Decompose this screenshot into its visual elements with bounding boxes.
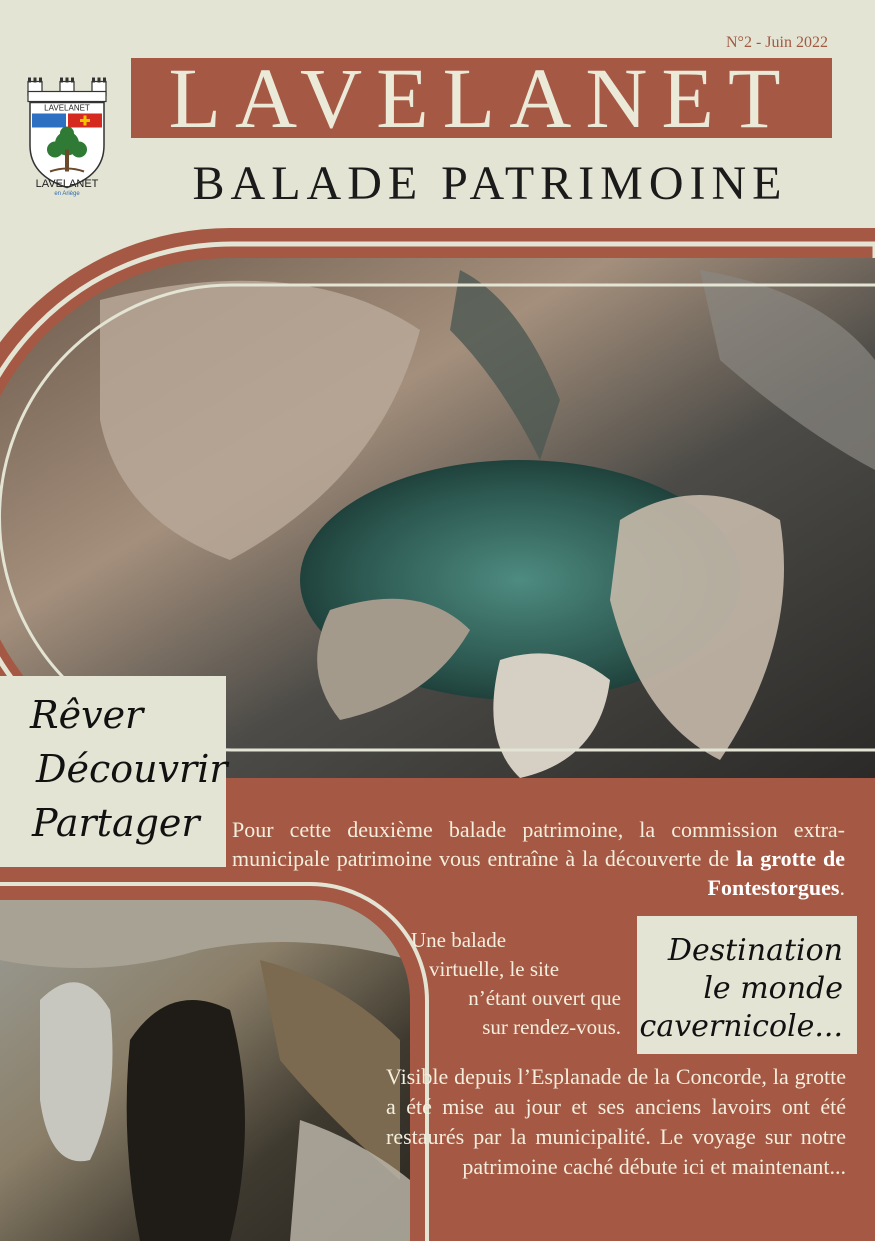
- visible-paragraph: Visible depuis l’Esplanade de la Concorde, la grotte a été mise au jour et ses anciens lavoirs ont été restaurés par la municipalité. Le voyage sur notre patrimoine caché débute ici et maintenant...: [386, 1064, 846, 1179]
- destination-box: [637, 916, 857, 1054]
- destination-line: cavernicole...: [639, 1009, 843, 1044]
- destination-line: le monde: [703, 971, 843, 1006]
- issue-number: N°2 - Juin 2022: [726, 34, 828, 51]
- balade-line: sur rendez-vous.: [482, 1015, 621, 1039]
- intro-paragraph: [232, 815, 845, 902]
- motto-box: [0, 676, 226, 867]
- cave-entrance-photo: [0, 900, 410, 1241]
- intro-highlight: la grotte de Fontestorgues: [707, 846, 845, 900]
- motto-line: Partager: [32, 801, 200, 845]
- intro-end: .: [839, 875, 845, 900]
- logo-banner-text: LAVELANET: [44, 103, 90, 113]
- balade-line: Une balade: [411, 928, 507, 952]
- page-subtitle: BALADE PATRIMOINE: [192, 157, 788, 210]
- balade-line: virtuelle, le site: [429, 957, 560, 981]
- page-title: LAVELANET: [168, 50, 795, 146]
- balade-line: n’étant ouvert que: [468, 986, 621, 1010]
- motto-line: Découvrir: [36, 747, 228, 791]
- motto-line: Rêver: [30, 693, 144, 737]
- balade-text: [405, 926, 621, 1042]
- logo-subname: en Ariège: [54, 191, 80, 197]
- logo-name: LAVELANET: [35, 178, 99, 190]
- destination-line: Destination: [667, 933, 843, 968]
- intro-text: Pour cette deuxième balade patrimoine, la commission extra-municipale patrimoine vous entraîne à la découverte de: [232, 817, 845, 871]
